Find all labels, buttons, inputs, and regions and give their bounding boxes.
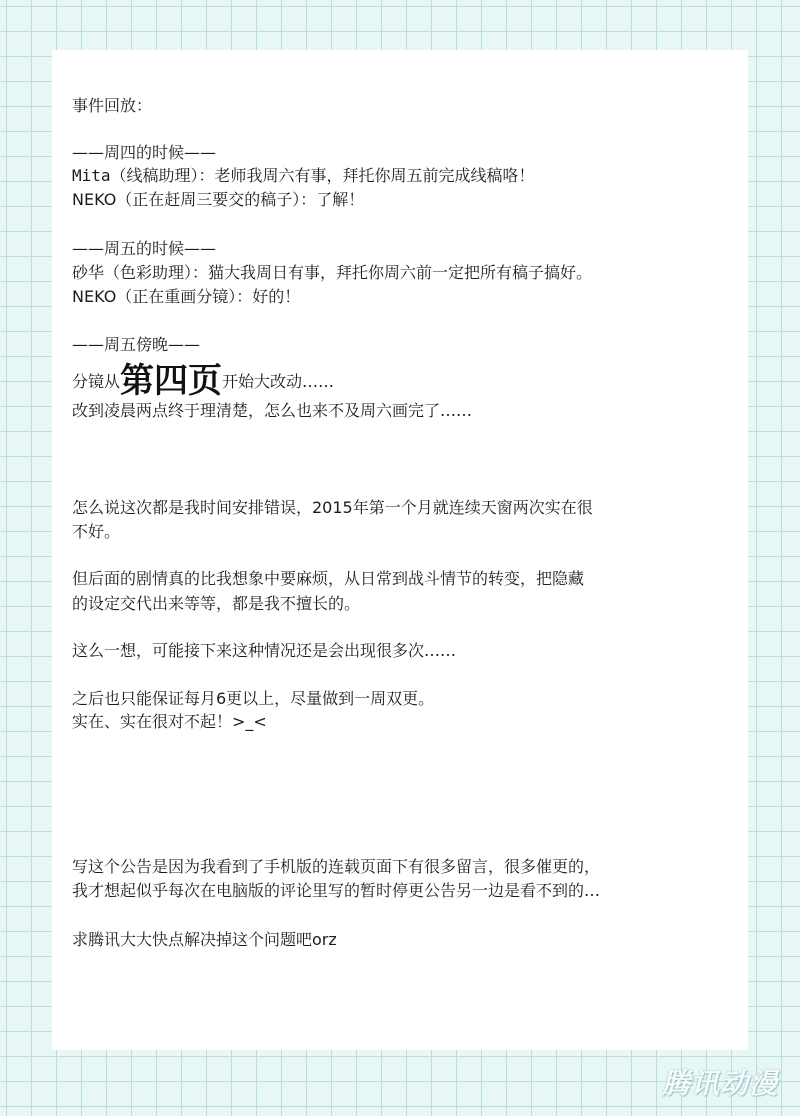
thursday-divider: ——周四的时候—— — [72, 143, 217, 162]
friday-evening-line-1 — [72, 361, 335, 401]
apology-p3: 这么一想，可能接下来这种情况还是会出现很多次…… — [72, 641, 457, 660]
friday-line-2: NEKO（正在重画分镜）：好的！ — [72, 287, 301, 306]
emphasis-text: 第四页 — [120, 361, 223, 401]
apology-p4-line-2: 实在、实在很对不起！>_< — [72, 712, 267, 731]
apology-p4-line-1: 之后也只能保证每月6更以上，尽量做到一周双更。 — [72, 689, 435, 708]
watermark-logo: 腾讯动漫 — [661, 1067, 778, 1100]
line1-suffix: 开始大改动…… — [222, 372, 335, 391]
friday-evening-divider: ——周五傍晚—— — [72, 335, 201, 354]
friday-line-1: 砂华（色彩助理）：猫大我周日有事，拜托你周六前一定把所有稿子搞好。 — [72, 263, 593, 282]
line1-prefix: 分镜从 — [72, 372, 121, 391]
apology-p2-line-1: 但后面的剧情真的比我想象中要麻烦，从日常到战斗情节的转变，把隐藏 — [72, 569, 585, 588]
thursday-line-1: Mita（线稿助理）：老师我周六有事，拜托你周五前完成线稿咯！ — [72, 166, 535, 185]
notice-p2: 求腾讯大大快点解决掉这个问题吧orz — [72, 930, 337, 949]
thursday-line-2: NEKO（正在赶周三要交的稿子）：了解！ — [72, 190, 365, 209]
notice-p1-line-1: 写这个公告是因为我看到了手机版的连载页面下有很多留言，很多催更的， — [72, 857, 601, 876]
friday-evening-line-2: 改到凌晨两点终于理清楚，怎么也来不及周六画完了…… — [72, 401, 473, 420]
heading: 事件回放： — [72, 96, 153, 115]
apology-p1-line-1: 怎么说这次都是我时间安排错误，2015年第一个月就连续天窗两次实在很 — [72, 498, 593, 517]
friday-divider: ——周五的时候—— — [72, 239, 217, 258]
apology-p1-line-2: 不好。 — [72, 522, 121, 541]
apology-p2-line-2: 的设定交代出来等等，都是我不擅长的。 — [72, 594, 361, 613]
notice-p1-line-2: 我才想起似乎每次在电脑版的评论里写的暂时停更公告另一边是看不到的… — [72, 881, 601, 900]
